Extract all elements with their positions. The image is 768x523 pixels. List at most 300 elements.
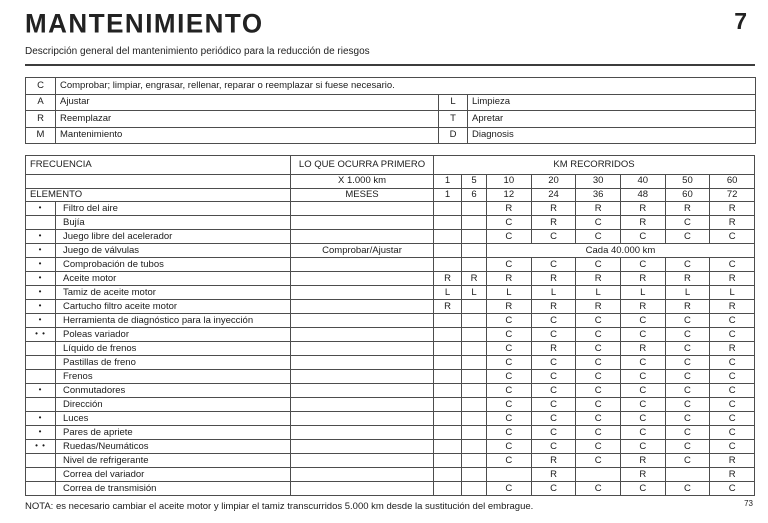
legend-row (26, 111, 756, 128)
table-row (26, 482, 755, 496)
value-cell (462, 412, 487, 426)
bullet-cell (26, 370, 56, 384)
page-header (25, 8, 755, 39)
legend-table (25, 77, 756, 144)
value-cell: C (487, 482, 532, 496)
value-cell (434, 230, 462, 244)
value-cell: C (487, 370, 532, 384)
value-cell: C (531, 328, 576, 342)
value-cell (434, 202, 462, 216)
value-cell: R (531, 272, 576, 286)
value-cell: C (576, 314, 621, 328)
bullet-cell: • (26, 286, 56, 300)
table-km-row (26, 175, 755, 189)
item-label: Juego de válvulas (56, 244, 291, 258)
value-cell: C (620, 356, 665, 370)
value-cell: R (665, 202, 710, 216)
value-cell: C (487, 356, 532, 370)
item-label: Comprobación de tubos (56, 258, 291, 272)
item-label: Juego libre del acelerador (56, 230, 291, 244)
table-row (26, 412, 755, 426)
first-occurrence-cell (291, 440, 434, 454)
value-cell (434, 412, 462, 426)
item-label: Correa de transmisión (56, 482, 291, 496)
value-cell: C (620, 482, 665, 496)
value-cell (434, 216, 462, 230)
value-cell: R (576, 272, 621, 286)
months-tick: 60 (665, 188, 710, 202)
months-tick: 36 (576, 188, 621, 202)
value-cell: R (710, 202, 755, 216)
value-cell: L (665, 286, 710, 300)
value-cell: C (487, 314, 532, 328)
value-cell (462, 426, 487, 440)
item-label: Herramienta de diagnóstico para la inyección (56, 314, 291, 328)
value-cell: C (576, 454, 621, 468)
bullet-cell: • (26, 384, 56, 398)
first-occurrence-cell (291, 216, 434, 230)
item-label: Líquido de frenos (56, 342, 291, 356)
value-cell (462, 370, 487, 384)
item-label: Pares de apriete (56, 426, 291, 440)
value-cell (462, 454, 487, 468)
page-number: 73 (744, 499, 753, 508)
value-cell: C (665, 258, 710, 272)
table-row (26, 328, 755, 342)
value-cell: C (620, 328, 665, 342)
page-title: MANTENIMIENTO (25, 8, 264, 39)
value-cell: C (531, 384, 576, 398)
value-cell: R (710, 468, 755, 482)
item-label: Frenos (56, 370, 291, 384)
footnote: NOTA: es necesario cambiar el aceite motor y limpiar el tamiz transcurridos 5.000 km desde la sustitución del embrague. (25, 501, 534, 512)
item-label: Nivel de refrigerante (56, 454, 291, 468)
months-tick: 6 (462, 188, 487, 202)
table-row (26, 342, 755, 356)
value-cell: C (665, 216, 710, 230)
bullet-cell: • (26, 272, 56, 286)
km-tick: 5 (462, 175, 487, 189)
value-cell: C (487, 328, 532, 342)
value-cell: L (487, 286, 532, 300)
first-occurrence-cell (291, 454, 434, 468)
value-cell: C (576, 426, 621, 440)
bullet-cell: • (26, 230, 56, 244)
value-cell: C (620, 230, 665, 244)
legend-label: Ajustar (56, 94, 439, 111)
value-cell (462, 440, 487, 454)
value-cell: C (576, 440, 621, 454)
value-cell: C (487, 398, 532, 412)
value-cell (462, 230, 487, 244)
value-cell: C (710, 258, 755, 272)
empty-cell (26, 175, 291, 189)
table-row (26, 202, 755, 216)
value-cell: C (710, 440, 755, 454)
value-cell: C (710, 356, 755, 370)
value-cell: C (531, 314, 576, 328)
first-occurrence-cell (291, 482, 434, 496)
value-cell: C (710, 398, 755, 412)
value-cell (434, 482, 462, 496)
value-cell: C (576, 384, 621, 398)
value-cell: R (487, 202, 532, 216)
value-cell: C (531, 440, 576, 454)
value-cell (462, 202, 487, 216)
bullet-cell: • • (26, 328, 56, 342)
value-cell: C (576, 328, 621, 342)
value-cell: C (487, 454, 532, 468)
value-cell: L (576, 286, 621, 300)
value-cell (434, 356, 462, 370)
value-cell: C (620, 370, 665, 384)
value-cell (434, 342, 462, 356)
value-cell (434, 440, 462, 454)
value-cell (665, 468, 710, 482)
value-cell: R (576, 202, 621, 216)
first-occurrence-cell (291, 356, 434, 370)
value-cell: C (710, 384, 755, 398)
value-cell (434, 454, 462, 468)
value-cell: C (665, 356, 710, 370)
table-row (26, 426, 755, 440)
bullet-cell: • (26, 426, 56, 440)
value-cell: L (620, 286, 665, 300)
item-label: Conmutadores (56, 384, 291, 398)
value-cell: C (487, 258, 532, 272)
first-occurrence-cell (291, 468, 434, 482)
value-cell: C (620, 440, 665, 454)
value-cell: C (665, 314, 710, 328)
element-header: ELEMENTO (26, 188, 291, 202)
item-label: Tamiz de aceite motor (56, 286, 291, 300)
value-cell: C (710, 412, 755, 426)
value-cell: R (620, 272, 665, 286)
legend-code: C (26, 78, 56, 95)
value-cell (462, 342, 487, 356)
value-cell: C (487, 426, 532, 440)
value-cell: C (531, 412, 576, 426)
table-row (26, 286, 755, 300)
value-cell: R (531, 454, 576, 468)
months-tick: 72 (710, 188, 755, 202)
value-cell: R (665, 272, 710, 286)
item-label: Pastillas de freno (56, 356, 291, 370)
table-row (26, 244, 755, 258)
chapter-number: 7 (734, 8, 747, 34)
whichever-first-header: LO QUE OCURRA PRIMERO (291, 156, 434, 175)
value-cell: C (620, 398, 665, 412)
value-cell: C (576, 216, 621, 230)
value-cell: C (710, 230, 755, 244)
value-cell: C (710, 426, 755, 440)
legend-code: A (26, 94, 56, 111)
legend-label: Mantenimiento (56, 127, 439, 144)
value-cell (434, 426, 462, 440)
bullet-cell (26, 356, 56, 370)
value-cell: C (665, 328, 710, 342)
value-cell: C (576, 356, 621, 370)
value-cell: C (620, 412, 665, 426)
value-cell (434, 398, 462, 412)
value-cell: C (710, 328, 755, 342)
value-cell (462, 356, 487, 370)
km-tick: 10 (487, 175, 532, 189)
first-occurrence-cell (291, 384, 434, 398)
months-label: MESES (291, 188, 434, 202)
first-occurrence-cell (291, 230, 434, 244)
value-cell: R (531, 342, 576, 356)
maintenance-table-body (26, 202, 755, 496)
value-cell (462, 328, 487, 342)
table-row (26, 398, 755, 412)
table-row (26, 314, 755, 328)
value-cell: C (531, 356, 576, 370)
months-tick: 1 (434, 188, 462, 202)
legend-code: D (439, 127, 468, 144)
value-cell (434, 384, 462, 398)
table-months-row (26, 188, 755, 202)
table-row (26, 454, 755, 468)
months-tick: 48 (620, 188, 665, 202)
item-label: Bujía (56, 216, 291, 230)
value-cell: C (487, 384, 532, 398)
value-cell (434, 370, 462, 384)
value-cell (434, 244, 462, 258)
value-cell (434, 258, 462, 272)
km-tick: 1 (434, 175, 462, 189)
value-cell: C (487, 440, 532, 454)
first-occurrence-cell (291, 370, 434, 384)
value-cell: C (576, 398, 621, 412)
bullet-cell: • (26, 258, 56, 272)
value-cell: C (710, 482, 755, 496)
value-cell: C (531, 398, 576, 412)
value-cell (487, 468, 532, 482)
value-cell: C (576, 370, 621, 384)
item-label: Luces (56, 412, 291, 426)
value-cell: L (531, 286, 576, 300)
bullet-cell (26, 468, 56, 482)
value-cell: R (710, 216, 755, 230)
frequency-header: FRECUENCIA (26, 156, 291, 175)
value-cell: R (710, 454, 755, 468)
bullet-cell: • (26, 412, 56, 426)
item-label: Cartucho filtro aceite motor (56, 300, 291, 314)
legend-code: L (439, 94, 468, 111)
value-cell: C (665, 426, 710, 440)
value-cell: R (620, 454, 665, 468)
first-occurrence-cell (291, 342, 434, 356)
table-row (26, 300, 755, 314)
value-cell: C (665, 482, 710, 496)
value-cell: C (487, 230, 532, 244)
value-cell: C (531, 426, 576, 440)
value-cell: R (531, 202, 576, 216)
value-cell: C (665, 440, 710, 454)
table-row (26, 384, 755, 398)
first-occurrence-cell (291, 272, 434, 286)
legend-label: Apretar (468, 111, 756, 128)
bullet-cell: • (26, 300, 56, 314)
legend-label: Limpieza (468, 94, 756, 111)
value-cell: R (620, 342, 665, 356)
bullet-cell: • (26, 244, 56, 258)
item-label: Aceite motor (56, 272, 291, 286)
first-occurrence-cell (291, 426, 434, 440)
first-occurrence-cell: Comprobar/Ajustar (291, 244, 434, 258)
item-label: Correa del variador (56, 468, 291, 482)
value-cell: C (620, 314, 665, 328)
table-row (26, 440, 755, 454)
item-label: Poleas variador (56, 328, 291, 342)
item-label: Ruedas/Neumáticos (56, 440, 291, 454)
value-cell: C (710, 370, 755, 384)
first-occurrence-cell (291, 258, 434, 272)
table-row (26, 370, 755, 384)
km-tick: 50 (665, 175, 710, 189)
km-tick: 60 (710, 175, 755, 189)
value-cell: C (576, 342, 621, 356)
value-cell: R (620, 216, 665, 230)
value-cell: R (665, 300, 710, 314)
bullet-cell (26, 342, 56, 356)
bullet-cell (26, 398, 56, 412)
value-cell: C (710, 314, 755, 328)
value-cell: C (665, 454, 710, 468)
value-cell: L (710, 286, 755, 300)
first-occurrence-cell (291, 328, 434, 342)
value-cell: R (434, 272, 462, 286)
legend-label: Reemplazar (56, 111, 439, 128)
maintenance-table (25, 155, 755, 496)
value-cell: C (487, 216, 532, 230)
table-row (26, 258, 755, 272)
x1000km-label: X 1.000 km (291, 175, 434, 189)
value-cell: R (531, 216, 576, 230)
value-cell: C (531, 482, 576, 496)
legend-row (26, 127, 756, 144)
table-row (26, 272, 755, 286)
value-cell: C (665, 370, 710, 384)
value-cell: R (462, 272, 487, 286)
value-cell: R (576, 300, 621, 314)
value-cell: C (576, 482, 621, 496)
value-cell: C (576, 258, 621, 272)
value-cell: C (665, 398, 710, 412)
value-cell: C (665, 412, 710, 426)
manual-page (25, 8, 755, 512)
legend-label: Diagnosis (468, 127, 756, 144)
value-cell: L (434, 286, 462, 300)
value-cell (462, 300, 487, 314)
legend-label: Comprobar; limpiar, engrasar, rellenar, reparar o reemplazar si fuese necesario. (56, 78, 756, 95)
first-occurrence-cell (291, 314, 434, 328)
value-cell: L (462, 286, 487, 300)
table-header-row (26, 156, 755, 175)
km-tick: 20 (531, 175, 576, 189)
first-occurrence-cell (291, 286, 434, 300)
value-cell: R (710, 342, 755, 356)
legend-row (26, 78, 756, 95)
value-cell (576, 468, 621, 482)
km-tick: 30 (576, 175, 621, 189)
value-cell: C (620, 426, 665, 440)
value-cell (462, 384, 487, 398)
value-cell: R (531, 468, 576, 482)
value-cell: R (531, 300, 576, 314)
km-travelled-header: KM RECORRIDOS (434, 156, 755, 175)
bullet-cell (26, 482, 56, 496)
km-tick: 40 (620, 175, 665, 189)
item-label: Filtro del aire (56, 202, 291, 216)
value-cell (434, 328, 462, 342)
first-occurrence-cell (291, 300, 434, 314)
header-divider (25, 64, 755, 66)
page-subtitle: Descripción general del mantenimiento periódico para la reducción de riesgos (25, 46, 370, 57)
item-label: Dirección (56, 398, 291, 412)
first-occurrence-cell (291, 412, 434, 426)
value-cell: R (434, 300, 462, 314)
value-cell (434, 468, 462, 482)
value-cell: C (487, 342, 532, 356)
value-cell (462, 258, 487, 272)
value-cell: C (665, 230, 710, 244)
months-tick: 12 (487, 188, 532, 202)
value-cell: R (487, 300, 532, 314)
value-cell: C (487, 412, 532, 426)
bullet-cell (26, 454, 56, 468)
value-cell: C (531, 370, 576, 384)
table-row (26, 216, 755, 230)
table-row (26, 468, 755, 482)
value-cell (462, 398, 487, 412)
bullet-cell: • (26, 202, 56, 216)
legend-code: R (26, 111, 56, 128)
months-tick: 24 (531, 188, 576, 202)
value-cell (462, 244, 487, 258)
page-footer (25, 501, 755, 512)
value-cell: C (531, 230, 576, 244)
bullet-cell (26, 216, 56, 230)
value-cell (434, 314, 462, 328)
value-cell (462, 216, 487, 230)
value-cell: R (620, 202, 665, 216)
value-cell: R (620, 300, 665, 314)
table-row (26, 356, 755, 370)
value-cell: C (576, 412, 621, 426)
value-cell: R (710, 272, 755, 286)
value-cell: C (576, 230, 621, 244)
legend-code: T (439, 111, 468, 128)
first-occurrence-cell (291, 202, 434, 216)
value-cell: C (665, 342, 710, 356)
first-occurrence-cell (291, 398, 434, 412)
table-row (26, 230, 755, 244)
value-cell (462, 482, 487, 496)
bullet-cell: • • (26, 440, 56, 454)
merged-interval-cell: Cada 40.000 km (487, 244, 755, 258)
value-cell: C (620, 258, 665, 272)
value-cell: R (710, 300, 755, 314)
legend-code: M (26, 127, 56, 144)
value-cell: C (665, 384, 710, 398)
value-cell: R (620, 468, 665, 482)
legend-row (26, 94, 756, 111)
bullet-cell: • (26, 314, 56, 328)
value-cell: C (620, 384, 665, 398)
value-cell: C (531, 258, 576, 272)
